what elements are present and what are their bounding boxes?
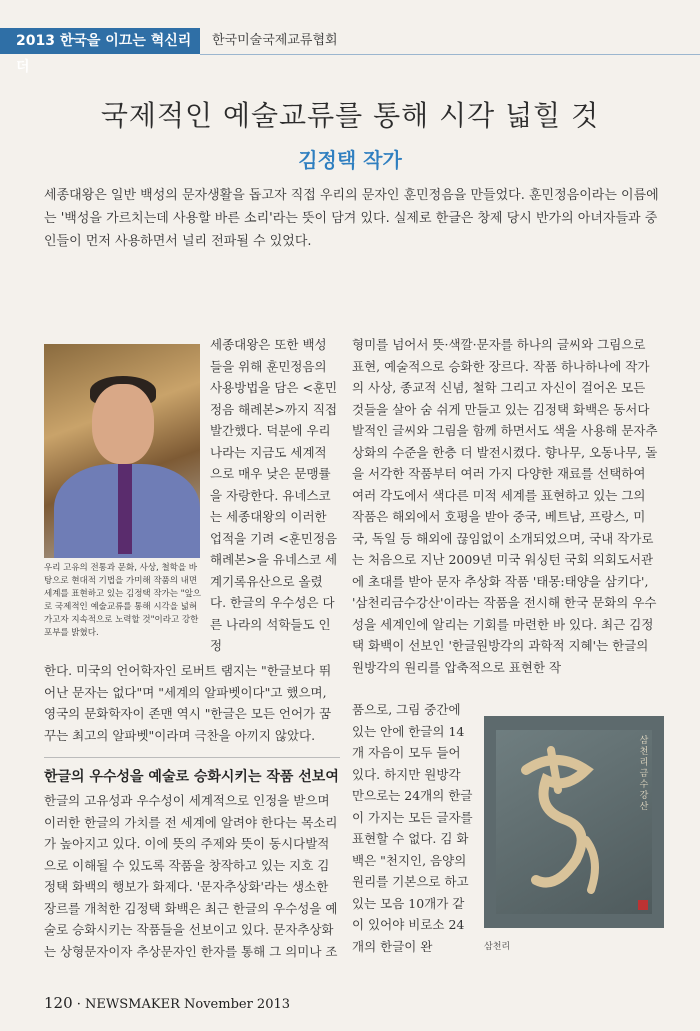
header-divider [200,54,700,55]
artist-photo [44,344,200,558]
section-heading: 한글의 우수성을 예술로 승화시키는 작품 선보여 [44,769,339,785]
article-title: 국제적인 예술교류를 통해 시각 넓힐 것 [100,99,600,132]
body-text-left-bottom: 한글의 고유성과 우수성이 세계적으로 인정을 받으며 이러한 한글의 가치를 전 세계에 알려야 한다는 목소리가 높아지고 있다. 이에 뜻의 주제와 뜻이 동시다발적으로 이해될 수 있도록 작품을 창작하고 있는 지호 김정택 화백의 행보가 화제다. '문자추상화'라는 생소한 장르를 개척한 김정택 화백은 최근 한글의 우수성을 예술로 승화시키는 작품들을 선보이고 있다. 문자추상화는 상형문자이자 추상문자인 한자를 통해 그 의미나 조 [44,793,338,959]
artwork-calligraphy-icon [496,730,652,914]
photo-tie [118,464,132,554]
article-subtitle: 김정택 작가 [298,148,402,172]
artwork-image [484,716,664,928]
body-text-right-narrow: 품으로, 그림 중간에 있는 안에 한글의 14개 자음이 모두 들어 있다. 하지만 원방각 만으로는 24개의 한글이 가지는 모든 글자를 표현할 수 없다. 김 화백은 "천지인, 음양의 원리를 기본으로 하고 있는 모음 10개가 같이 있어야 비로소 24개의 한글이 완 [352,702,473,954]
body-text-right: 형미를 넘어서 뜻·색깔·문자를 하나의 글씨와 그림으로 표현, 예술적으로 승화한 장르다. 작품 하나하나에 작가의 사상, 종교적 신념, 철학 그리고 자신이 걸어온 모든 것들을 살아 숨 쉬게 만들고 있는 김정택 화백은 동서다발적인 글씨와 그림을 함께 하면서도 색을 사용해 문자추상화의 수준을 한층 더 발전시켰다. 향나무, 오동나무, 돌을 서각한 작품부터 여러 가지 다양한 재료를 선택하여 여러 각도에서 색다른 미적 세계를 표현하고 있는 그의 작품은 해외에서 호평을 받아 중국, 베트남, 프랑스, 미국, 독일 등 해외에 끊임없이 소개되었으며, 국내 작가로는 처음으로 지난 2009년 미국 워싱턴 국회 의회도서관에 초대를 받아 문자 추상화 작품 '태몽:태양을 삼키다', '삼천리금수강산'이라는 작품을 전시해 한국 문화의 우수성을 세계인에 알리는 기회를 마련한 바 있다. 최근 김정택 화백이 선보인 '한글원방각의 과학적 지혜'는 한글의 원방각의 원리를 압축적으로 표현한 작 [352,337,658,675]
magazine-issue: · NEWSMAKER November 2013 [76,997,291,1012]
artwork-vertical-text: 삼천리금수강산 [639,736,649,812]
section-tab: 2013 한국을 이끄는 혁신리더 [0,28,200,54]
page-number: 120 [44,994,73,1012]
artwork-canvas [496,730,652,914]
lead-paragraph: 세종대왕은 일반 백성의 문자생활을 돕고자 직접 우리의 문자인 훈민정음을 만들었다. 훈민정음이라는 이름에는 '백성을 가르치는데 사용할 바른 소리'라는 뜻이 담겨 있다. 실제로 한글은 창제 당시 반가의 아녀자들과 중인들이 먼저 사용하면서 널리 전파될 수 있었다. [44,188,659,249]
body-text-left-middle: 한다. 미국의 언어학자인 로버트 램지는 "한글보다 뛰어난 문자는 없다"며 "세계의 알파벳이다"고 했으며, 영국의 문화학자이 존맨 역시 "한글은 모든 언어가 꿈꾸는 최고의 알파벳"이라며 극찬을 아끼지 않았다. [44,663,332,743]
organization-name: 한국미술국제교류협회 [212,33,338,48]
artwork-caption: 삼천리 [484,942,511,952]
photo-face [92,384,154,464]
body-text-left-top: 세종대왕은 또한 백성들을 위해 훈민정음의 사용방법을 담은 <훈민정음 해례본>까지 직접 발간했다. 덕분에 우리나라는 지금도 세계적으로 매우 낮은 문맹률을 자랑한다. 유네스코는 세종대왕의 이러한 업적을 기려 <훈민정음 해례본>을 유네스코 세계기록유산으로 올렸다. 한글의 우수성은 다른 나라의 석학들도 인정 [210,337,338,653]
photo-caption: 우리 고유의 전통과 문화, 사상, 철학을 바탕으로 현대적 기법을 가미해 작품의 내면세계를 표현하고 있는 김정택 작가는 "앞으로 국제적인 예술교류를 통해 시각을 넓혀 가고자 지속적으로 노력할 것"이라고 강한 포부를 밝혔다. [44,563,202,638]
page-footer [44,994,290,1012]
artwork-seal-icon [638,900,648,910]
section-divider [44,757,340,758]
